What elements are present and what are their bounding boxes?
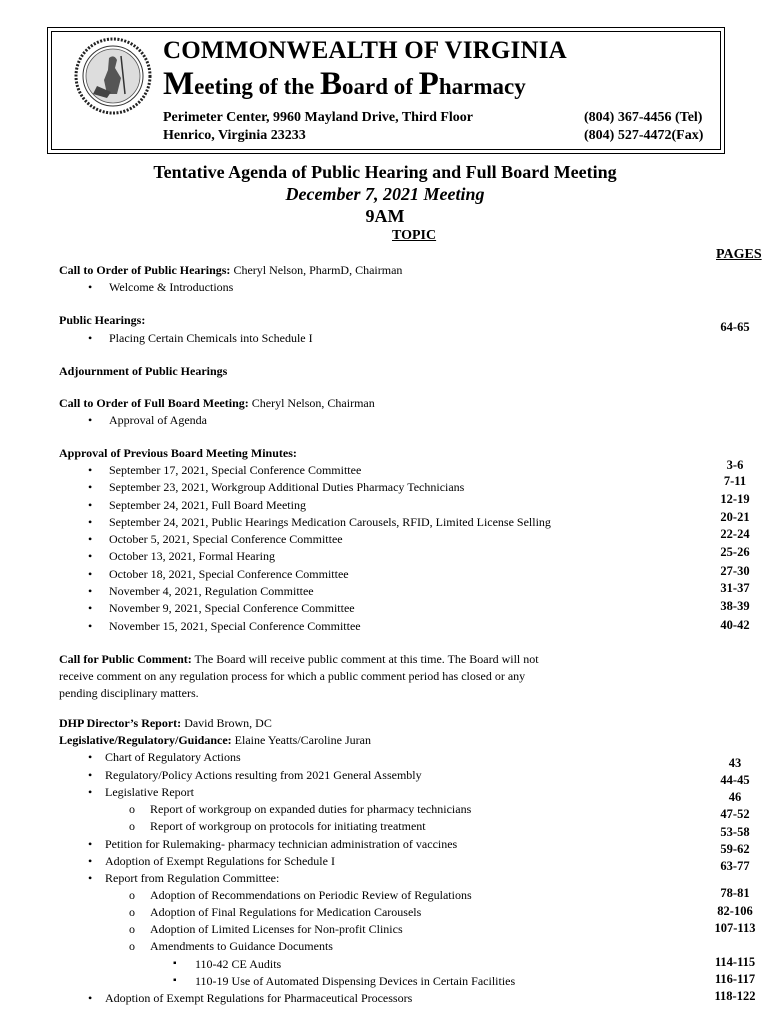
board-title: Meeting of the Board of Pharmacy	[163, 66, 526, 102]
meeting-time: 9AM	[365, 206, 405, 226]
address-line-1: Perimeter Center, 9960 Mayland Drive, Third Floor	[163, 110, 474, 125]
page-range: 31-37	[720, 581, 750, 595]
bullet: •	[88, 785, 93, 799]
list-item: November 15, 2021, Special Conference Committee	[109, 619, 361, 633]
bullet: •	[88, 584, 93, 598]
fax-number: (804) 527-4472(Fax)	[584, 128, 704, 143]
page-range: 22-24	[720, 527, 750, 541]
bullet: •	[88, 413, 93, 427]
page-range: 3-6	[726, 458, 744, 472]
phone-number: (804) 367-4456 (Tel)	[584, 110, 703, 125]
bullet: •	[88, 837, 93, 851]
page-range: 82-106	[717, 904, 753, 918]
bullet: •	[88, 619, 93, 633]
list-item: October 5, 2021, Special Conference Committee	[109, 532, 343, 546]
list-item: September 23, 2021, Workgroup Additional Duties Pharmacy Technicians	[109, 480, 465, 494]
list-item: Welcome & Introductions	[109, 280, 234, 294]
call-to-order-full-board: Call to Order of Full Board Meeting: Cheryl Nelson, Chairman	[59, 396, 375, 410]
bullet: ▪	[173, 975, 177, 986]
bullet: o	[129, 939, 135, 953]
bullet: o	[129, 922, 135, 936]
state-name: COMMONWEALTH OF VIRGINIA	[163, 37, 567, 64]
bullet: o	[129, 888, 135, 902]
adjournment-heading: Adjournment of Public Hearings	[59, 364, 228, 378]
list-item: Report of workgroup on protocols for initiating treatment	[150, 819, 426, 833]
page-range: 78-81	[720, 886, 750, 900]
call-to-order-hearings: Call to Order of Public Hearings: Cheryl Nelson, PharmD, Chairman	[59, 263, 403, 277]
bullet: •	[88, 768, 93, 782]
bullet: •	[88, 498, 93, 512]
list-item: Adoption of Limited Licenses for Non-profit Clinics	[150, 922, 403, 936]
list-item: Report from Regulation Committee:	[105, 871, 280, 885]
page-range: 44-45	[720, 773, 750, 787]
dhp-director-report: DHP Director’s Report: David Brown, DC	[59, 716, 272, 730]
bullet: •	[88, 280, 93, 294]
page-range: 53-58	[720, 825, 750, 839]
bullet: o	[129, 802, 135, 816]
bullet: •	[88, 532, 93, 546]
list-item: Regulatory/Policy Actions resulting from 2021 General Assembly	[105, 768, 422, 782]
list-item: Adoption of Recommendations on Periodic Review of Regulations	[150, 888, 472, 902]
list-item: Petition for Rulemaking- pharmacy technician administration of vaccines	[105, 837, 458, 851]
bullet: •	[88, 549, 93, 563]
list-item: Amendments to Guidance Documents	[150, 939, 333, 953]
list-item: September 17, 2021, Special Conference Committee	[109, 463, 362, 477]
list-item: October 13, 2021, Formal Hearing	[109, 549, 275, 563]
page-range: 64-65	[720, 320, 750, 334]
page-range: 114-115	[714, 955, 756, 969]
list-item: Adoption of Final Regulations for Medication Carousels	[150, 905, 422, 919]
list-item: November 4, 2021, Regulation Committee	[109, 584, 314, 598]
bullet: •	[88, 991, 93, 1005]
bullet: o	[129, 905, 135, 919]
bullet: •	[88, 601, 93, 615]
list-item: Adoption of Exempt Regulations for Pharmaceutical Processors	[105, 991, 413, 1005]
public-comment-paragraph: Call for Public Comment: The Board will receive public comment at this time. The Board will not receive comment on any regulation process for which a public comment period has closed or any pending disciplinary matters.	[59, 652, 539, 700]
list-item: September 24, 2021, Public Hearings Medication Carousels, RFID, Limited License Selling	[109, 515, 551, 529]
list-item: Report of workgroup on expanded duties for pharmacy technicians	[150, 802, 472, 816]
meeting-date: December 7, 2021 Meeting	[285, 184, 485, 204]
list-item: Approval of Agenda	[109, 413, 207, 427]
public-hearings-heading: Public Hearings:	[59, 313, 146, 327]
page-range: 27-30	[720, 564, 750, 578]
page-range: 59-62	[720, 842, 750, 856]
page-range: 7-11	[723, 474, 747, 488]
page-range: 20-21	[720, 510, 750, 524]
page-range: 46	[728, 790, 742, 804]
minutes-heading: Approval of Previous Board Meeting Minutes:	[59, 446, 297, 460]
list-item: Adoption of Exempt Regulations for Schedule I	[105, 854, 335, 868]
page-range: 116-117	[714, 972, 756, 986]
page-range: 40-42	[720, 618, 750, 632]
pages-label: PAGES	[716, 247, 762, 262]
list-item: Legislative Report	[105, 785, 194, 799]
page-range: 63-77	[720, 859, 750, 873]
list-item: Chart of Regulatory Actions	[105, 750, 241, 764]
list-item: October 18, 2021, Special Conference Committee	[109, 567, 349, 581]
page-range: 12-19	[720, 492, 750, 506]
bullet: ▪	[173, 958, 177, 969]
page-range: 107-113	[714, 921, 756, 935]
page-range: 43	[728, 756, 742, 770]
topic-label: TOPIC	[392, 228, 437, 243]
list-item: November 9, 2021, Special Conference Committee	[109, 601, 355, 615]
list-item: September 24, 2021, Full Board Meeting	[109, 498, 306, 512]
virginia-seal-icon	[73, 36, 153, 116]
agenda-title: Tentative Agenda of Public Hearing and Full Board Meeting	[153, 162, 617, 182]
list-item: 110-19 Use of Automated Dispensing Devices in Certain Facilities	[195, 974, 516, 988]
list-item: 110-42 CE Audits	[195, 957, 282, 971]
bullet: •	[88, 854, 93, 868]
bullet: •	[88, 515, 93, 529]
page-range: 38-39	[720, 599, 750, 613]
bullet: •	[88, 331, 93, 345]
page-range: 25-26	[720, 545, 750, 559]
address-line-2: Henrico, Virginia 23233	[163, 128, 306, 143]
page-range: 118-122	[714, 989, 756, 1003]
bullet: •	[88, 463, 93, 477]
list-item: Placing Certain Chemicals into Schedule I	[109, 331, 313, 345]
legislative-heading: Legislative/Regulatory/Guidance: Elaine Yeatts/Caroline Juran	[59, 733, 371, 747]
bullet: o	[129, 819, 135, 833]
page-range: 47-52	[720, 807, 750, 821]
bullet: •	[88, 750, 93, 764]
bullet: •	[88, 480, 93, 494]
bullet: •	[88, 567, 93, 581]
bullet: •	[88, 871, 93, 885]
